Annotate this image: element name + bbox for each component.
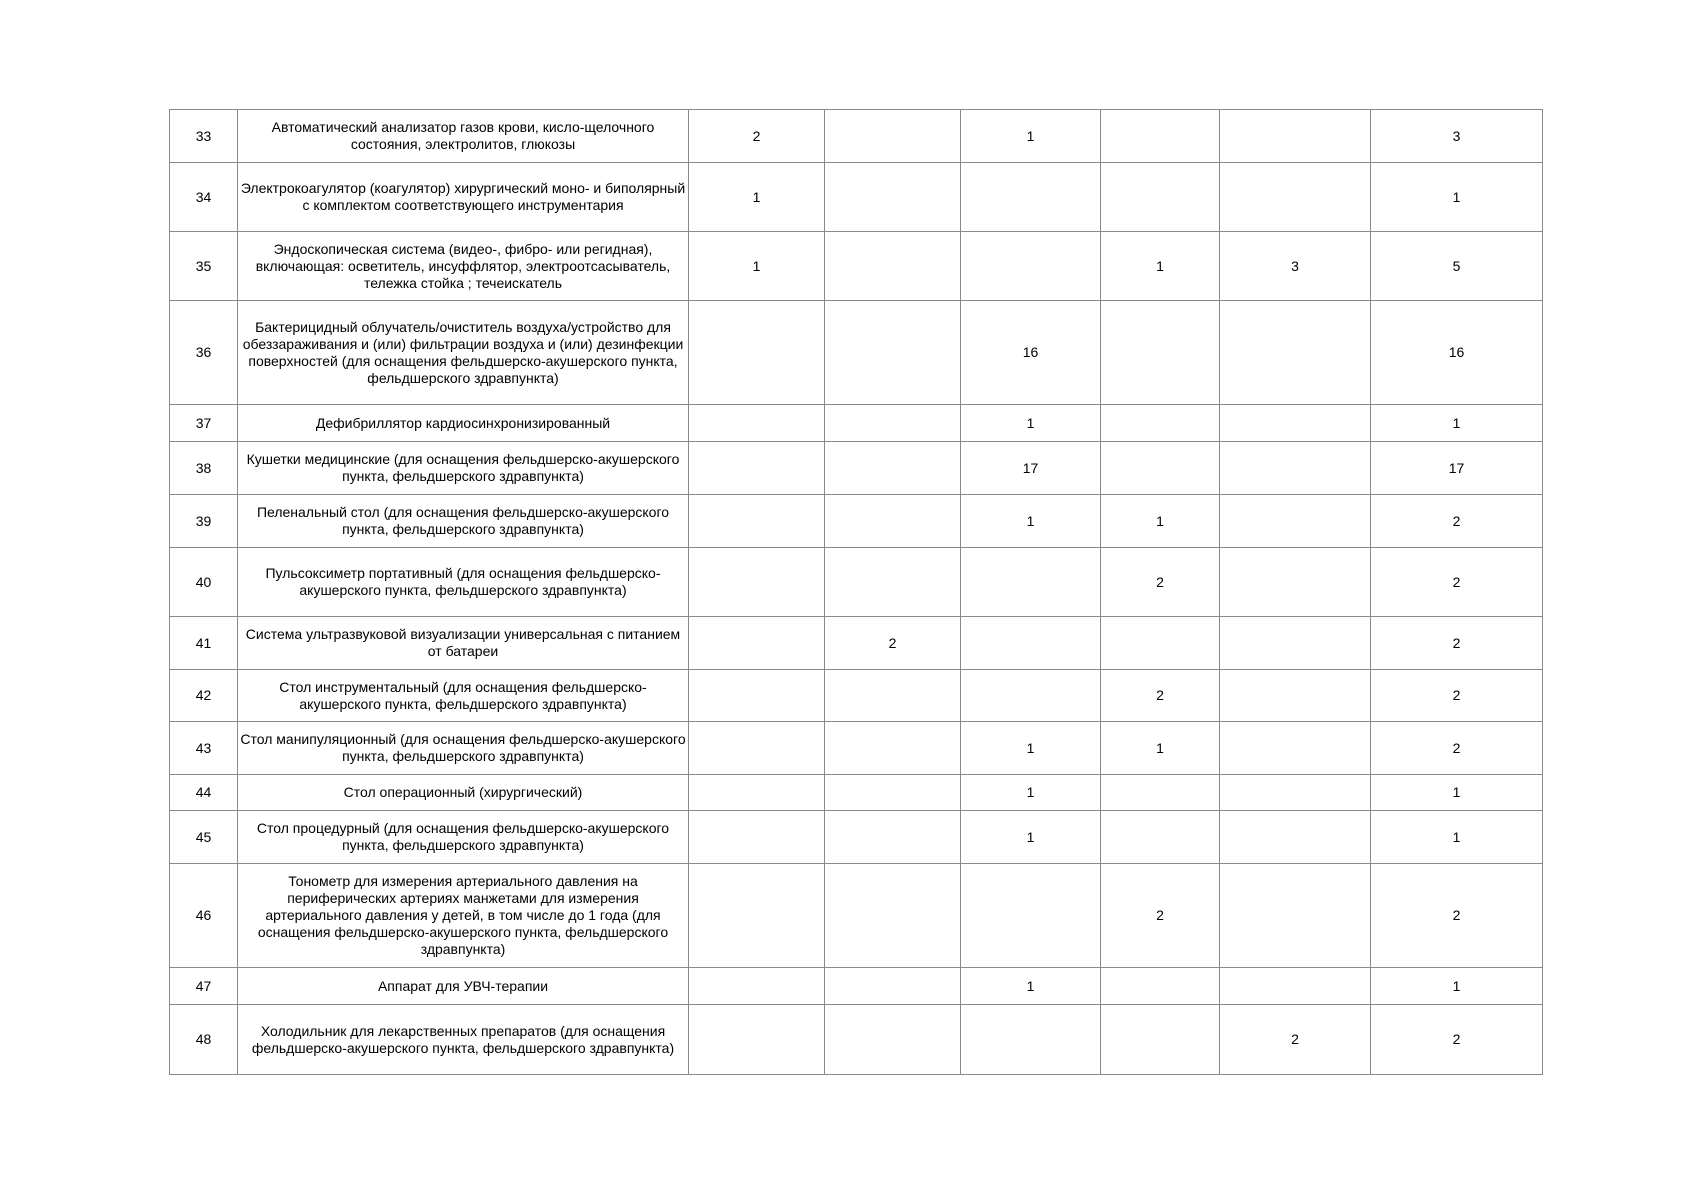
table-row [170, 442, 1543, 495]
equipment-name: Электрокоагулятор (коагулятор) хирургический моно- и биполярный с комплектом соответствующего инструментария [238, 163, 689, 232]
quantity-col-5 [1220, 110, 1371, 163]
quantity-col-1 [689, 670, 825, 722]
quantity-col-5 [1220, 722, 1371, 775]
quantity-col-4: 2 [1101, 670, 1220, 722]
table-row [170, 617, 1543, 670]
table-row [170, 670, 1543, 722]
table-row [170, 110, 1543, 163]
quantity-total: 1 [1371, 968, 1543, 1005]
quantity-total: 1 [1371, 405, 1543, 442]
row-number: 35 [170, 232, 238, 301]
row-number: 45 [170, 811, 238, 864]
quantity-col-2 [825, 163, 961, 232]
equipment-name: Холодильник для лекарственных препаратов (для оснащения фельдшерско-акушерского пункта, фельдшерского здравпункта) [238, 1005, 689, 1075]
equipment-name: Пеленальный стол (для оснащения фельдшерско-акушерского пункта, фельдшерского здравпункта) [238, 495, 689, 548]
quantity-total: 2 [1371, 548, 1543, 617]
quantity-col-1 [689, 548, 825, 617]
quantity-col-5 [1220, 617, 1371, 670]
quantity-total: 5 [1371, 232, 1543, 301]
quantity-col-5 [1220, 864, 1371, 968]
table-row [170, 548, 1543, 617]
quantity-col-2 [825, 495, 961, 548]
equipment-name: Стол процедурный (для оснащения фельдшерско-акушерского пункта, фельдшерского здравпункта) [238, 811, 689, 864]
quantity-total: 1 [1371, 163, 1543, 232]
quantity-col-1: 2 [689, 110, 825, 163]
table-row [170, 722, 1543, 775]
quantity-total: 1 [1371, 775, 1543, 811]
quantity-col-2 [825, 811, 961, 864]
quantity-total: 16 [1371, 301, 1543, 405]
quantity-col-4 [1101, 775, 1220, 811]
quantity-col-1 [689, 722, 825, 775]
row-number: 43 [170, 722, 238, 775]
quantity-total: 3 [1371, 110, 1543, 163]
quantity-col-2: 2 [825, 617, 961, 670]
quantity-col-4 [1101, 811, 1220, 864]
equipment-name: Система ультразвуковой визуализации универсальная с питанием от батареи [238, 617, 689, 670]
row-number: 34 [170, 163, 238, 232]
equipment-name: Стол инструментальный (для оснащения фельдшерско-акушерского пункта, фельдшерского здравпункта) [238, 670, 689, 722]
quantity-col-3: 1 [961, 110, 1101, 163]
quantity-col-4: 1 [1101, 495, 1220, 548]
quantity-total: 2 [1371, 495, 1543, 548]
quantity-col-5: 3 [1220, 232, 1371, 301]
quantity-col-1: 1 [689, 163, 825, 232]
document-page [169, 109, 1542, 1075]
table-row [170, 864, 1543, 968]
quantity-col-3 [961, 864, 1101, 968]
equipment-name: Аппарат для УВЧ-терапии [238, 968, 689, 1005]
table-row [170, 232, 1543, 301]
quantity-col-4: 2 [1101, 864, 1220, 968]
quantity-col-5: 2 [1220, 1005, 1371, 1075]
quantity-col-3: 1 [961, 405, 1101, 442]
quantity-col-2 [825, 1005, 961, 1075]
quantity-col-4: 1 [1101, 722, 1220, 775]
quantity-col-4: 1 [1101, 232, 1220, 301]
quantity-col-4 [1101, 405, 1220, 442]
equipment-table [169, 109, 1543, 1075]
quantity-total: 17 [1371, 442, 1543, 495]
quantity-col-2 [825, 722, 961, 775]
table-row [170, 163, 1543, 232]
row-number: 41 [170, 617, 238, 670]
quantity-col-3 [961, 548, 1101, 617]
quantity-col-3 [961, 163, 1101, 232]
quantity-col-1 [689, 864, 825, 968]
quantity-col-2 [825, 864, 961, 968]
quantity-col-3: 1 [961, 968, 1101, 1005]
table-row [170, 301, 1543, 405]
quantity-total: 1 [1371, 811, 1543, 864]
quantity-col-5 [1220, 968, 1371, 1005]
quantity-col-4 [1101, 442, 1220, 495]
quantity-col-4 [1101, 110, 1220, 163]
quantity-col-1 [689, 405, 825, 442]
quantity-col-5 [1220, 163, 1371, 232]
equipment-name: Бактерицидный облучатель/очиститель воздуха/устройство для обеззараживания и (или) фильтрации воздуха и (или) дезинфекции поверхностей (для оснащения фельдшерско-акушерского пункта, фельдшерского здравпункта) [238, 301, 689, 405]
row-number: 37 [170, 405, 238, 442]
quantity-total: 2 [1371, 722, 1543, 775]
quantity-col-4 [1101, 163, 1220, 232]
equipment-name: Пульсоксиметр портативный (для оснащения фельдшерско-акушерского пункта, фельдшерского здравпункта) [238, 548, 689, 617]
quantity-col-1: 1 [689, 232, 825, 301]
quantity-col-2 [825, 110, 961, 163]
quantity-col-2 [825, 405, 961, 442]
quantity-col-2 [825, 670, 961, 722]
quantity-col-1 [689, 301, 825, 405]
quantity-col-1 [689, 617, 825, 670]
row-number: 40 [170, 548, 238, 617]
quantity-col-2 [825, 548, 961, 617]
row-number: 48 [170, 1005, 238, 1075]
equipment-name: Автоматический анализатор газов крови, кисло-щелочного состояния, электролитов, глюкозы [238, 110, 689, 163]
quantity-col-1 [689, 775, 825, 811]
quantity-col-5 [1220, 548, 1371, 617]
quantity-col-3: 17 [961, 442, 1101, 495]
quantity-col-3: 1 [961, 722, 1101, 775]
quantity-total: 2 [1371, 670, 1543, 722]
quantity-col-2 [825, 442, 961, 495]
quantity-col-5 [1220, 495, 1371, 548]
quantity-col-3 [961, 617, 1101, 670]
table-row [170, 968, 1543, 1005]
row-number: 46 [170, 864, 238, 968]
quantity-col-5 [1220, 775, 1371, 811]
table-row [170, 495, 1543, 548]
quantity-col-1 [689, 968, 825, 1005]
quantity-col-2 [825, 968, 961, 1005]
row-number: 36 [170, 301, 238, 405]
quantity-col-4 [1101, 301, 1220, 405]
equipment-name: Дефибриллятор кардиосинхронизированный [238, 405, 689, 442]
equipment-name: Стол манипуляционный (для оснащения фельдшерско-акушерского пункта, фельдшерского здравпункта) [238, 722, 689, 775]
quantity-col-3 [961, 232, 1101, 301]
quantity-col-3: 1 [961, 775, 1101, 811]
table-row [170, 1005, 1543, 1075]
quantity-col-4 [1101, 617, 1220, 670]
row-number: 39 [170, 495, 238, 548]
quantity-col-5 [1220, 670, 1371, 722]
quantity-col-5 [1220, 301, 1371, 405]
quantity-col-2 [825, 301, 961, 405]
quantity-col-1 [689, 1005, 825, 1075]
quantity-col-3: 1 [961, 495, 1101, 548]
quantity-col-4 [1101, 968, 1220, 1005]
equipment-name: Стол операционный (хирургический) [238, 775, 689, 811]
quantity-col-1 [689, 495, 825, 548]
row-number: 33 [170, 110, 238, 163]
quantity-col-1 [689, 442, 825, 495]
quantity-col-4: 2 [1101, 548, 1220, 617]
quantity-col-2 [825, 775, 961, 811]
quantity-total: 2 [1371, 617, 1543, 670]
table-row [170, 811, 1543, 864]
quantity-col-5 [1220, 811, 1371, 864]
quantity-col-3: 1 [961, 811, 1101, 864]
quantity-col-5 [1220, 442, 1371, 495]
quantity-col-3 [961, 670, 1101, 722]
equipment-name: Эндоскопическая система (видео-, фибро- или регидная), включающая: осветитель, инсуффлятор, электроотсасыватель, тележка стойка ; течеискатель [238, 232, 689, 301]
quantity-col-3: 16 [961, 301, 1101, 405]
equipment-table-body [170, 110, 1543, 1075]
quantity-col-3 [961, 1005, 1101, 1075]
row-number: 42 [170, 670, 238, 722]
quantity-col-2 [825, 232, 961, 301]
equipment-name: Тонометр для измерения артериального давления на периферических артериях манжетами для измерения артериального давления у детей, в том числе до 1 года (для оснащения фельдшерско-акушерского пункта, фельдшерского здравпункта) [238, 864, 689, 968]
quantity-total: 2 [1371, 1005, 1543, 1075]
row-number: 44 [170, 775, 238, 811]
equipment-name: Кушетки медицинские (для оснащения фельдшерско-акушерского пункта, фельдшерского здравпункта) [238, 442, 689, 495]
quantity-total: 2 [1371, 864, 1543, 968]
quantity-col-1 [689, 811, 825, 864]
row-number: 47 [170, 968, 238, 1005]
quantity-col-5 [1220, 405, 1371, 442]
table-row [170, 405, 1543, 442]
table-row [170, 775, 1543, 811]
quantity-col-4 [1101, 1005, 1220, 1075]
row-number: 38 [170, 442, 238, 495]
